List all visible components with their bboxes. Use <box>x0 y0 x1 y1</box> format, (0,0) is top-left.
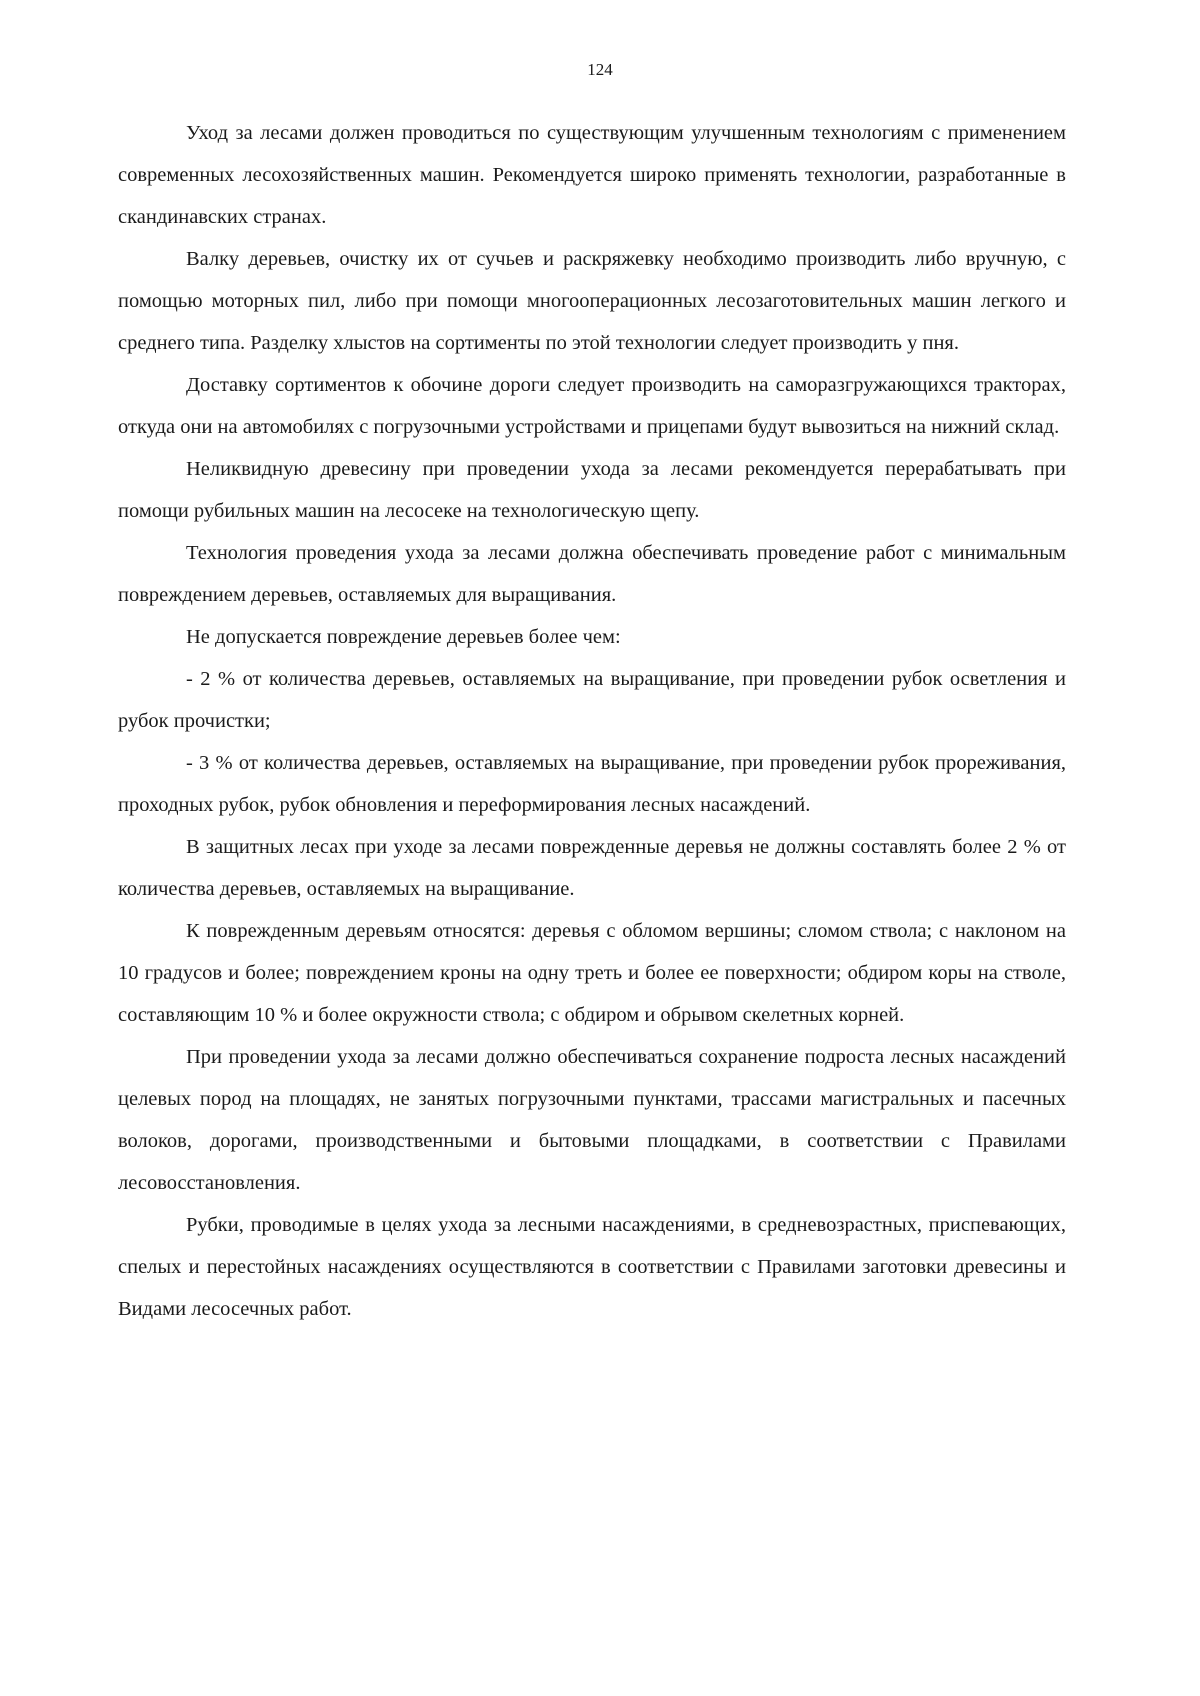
list-item-damage-3-percent: - 3 % от количества деревьев, оставляемых на выращивание, при проведении рубок прореживания, проходных рубок, рубок обновления и переформирования лесных насаждений. <box>118 752 1066 816</box>
body-text <box>118 112 1066 1330</box>
page-number: 124 <box>587 60 613 79</box>
list-item-damage-2-percent: - 2 % от количества деревьев, оставляемых на выращивание, при проведении рубок осветления и рубок прочистки; <box>118 668 1066 732</box>
paragraph-protective-forests: В защитных лесах при уходе за лесами поврежденные деревья не должны составлять более 2 % от количества деревьев, оставляемых на выращивание. <box>118 836 1066 900</box>
paragraph-illiquid-wood: Неликвидную древесину при проведении ухода за лесами рекомендуется перерабатывать при помощи рубильных машин на лесосеке на технологическую щепу. <box>118 458 1066 522</box>
paragraph-undergrowth-preservation: При проведении ухода за лесами должно обеспечиваться сохранение подроста лесных насаждений целевых пород на площадях, не занятых погрузочными пунктами, трассами магистральных и пасечных волоков, дорогами, производственными и бытовыми площадками, в соответствии с Правилами лесовосстановления. <box>118 1046 1066 1194</box>
paragraph-forest-care-technologies: Уход за лесами должен проводиться по существующим улучшенным технологиям с применением современных лесохозяйственных машин. Рекомендуется широко применять технологии, разработанные в скандинавских странах. <box>118 122 1066 228</box>
paragraph-damage-limit-intro: Не допускается повреждение деревьев более чем: <box>186 626 621 648</box>
paragraph-felling-and-bucking: Валку деревьев, очистку их от сучьев и раскряжевку необходимо производить либо вручную, с помощью моторных пил, либо при помощи многооперационных лесозаготовительных машин легкого и среднего типа. Разделку хлыстов на сортименты по этой технологии следует производить у пня. <box>118 248 1066 354</box>
paragraph-minimal-damage: Технология проведения ухода за лесами должна обеспечивать проведение работ с минимальным повреждением деревьев, оставляемых для выращивания. <box>118 542 1066 606</box>
paragraph-damaged-trees-definition: К поврежденным деревьям относятся: деревья с обломом вершины; сломом ствола; с наклоном на 10 градусов и более; повреждением кроны на одну треть и более ее поверхности; обдиром коры на стволе, составляющим 10 % и более окружности ствола; с обдиром и обрывом скелетных корней. <box>118 920 1066 1026</box>
paragraph-assortment-delivery: Доставку сортиментов к обочине дороги следует производить на саморазгружающихся тракторах, откуда они на автомобилях с погрузочными устройствами и прицепами будут вывозиться на нижний склад. <box>118 374 1066 438</box>
paragraph-care-fellings: Рубки, проводимые в целях ухода за лесными насаждениями, в средневозрастных, приспевающих, спелых и перестойных насаждениях осуществляются в соответствии с Правилами заготовки древесины и Видами лесосечных работ. <box>118 1214 1066 1320</box>
